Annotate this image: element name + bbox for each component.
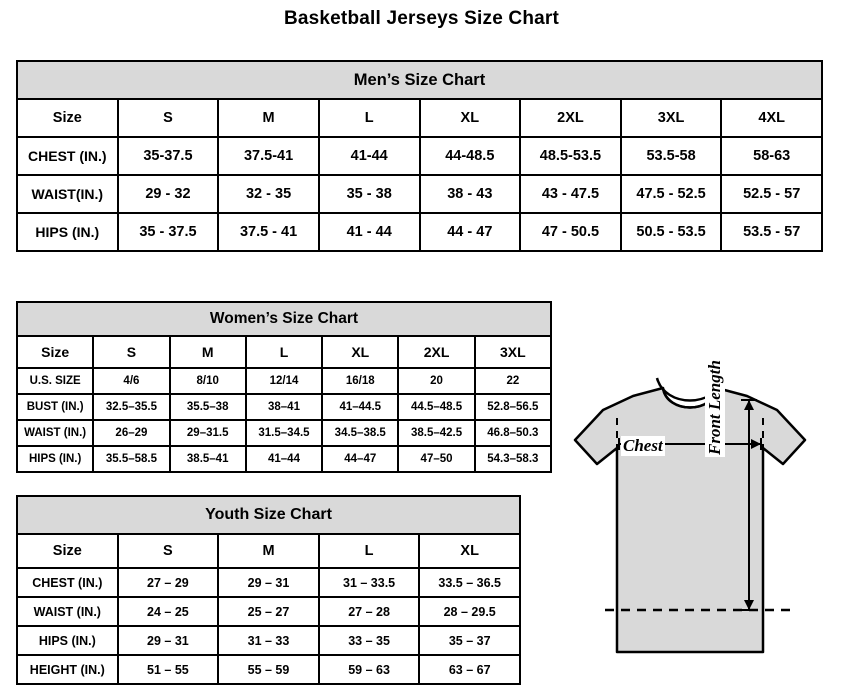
womens-size-chart: [16, 301, 552, 473]
womens-row-label-bust: BUST (IN.): [17, 394, 93, 420]
womens-waist-l: 31.5–34.5: [246, 420, 322, 446]
womens-header-xl: XL: [322, 336, 398, 368]
mens-chest-3xl: 53.5-58: [621, 137, 722, 175]
mens-chart-title-row: [17, 61, 822, 99]
youth-header-m: M: [218, 534, 319, 568]
mens-waist-2xl: 43 - 47.5: [520, 175, 621, 213]
mens-hips-2xl: 47 - 50.5: [520, 213, 621, 251]
womens-bust-3xl: 52.8–56.5: [475, 394, 551, 420]
mens-chart-title: Men’s Size Chart: [17, 61, 822, 99]
womens-ussize-3xl: 22: [475, 368, 551, 394]
mens-hips-4xl: 53.5 - 57: [721, 213, 822, 251]
womens-ussize-2xl: 20: [398, 368, 474, 394]
youth-height-s: 51 – 55: [118, 655, 219, 684]
youth-row-label-waist: WAIST (IN.): [17, 597, 118, 626]
mens-waist-3xl: 47.5 - 52.5: [621, 175, 722, 213]
front-length-measure-label: Front Length: [705, 360, 724, 455]
mens-header-4xl: 4XL: [721, 99, 822, 137]
mens-waist-m: 32 - 35: [218, 175, 319, 213]
youth-row-label-height: HEIGHT (IN.): [17, 655, 118, 684]
mens-waist-4xl: 52.5 - 57: [721, 175, 822, 213]
mens-waist-l: 35 - 38: [319, 175, 420, 213]
youth-chest-m: 29 – 31: [218, 568, 319, 597]
youth-size-chart: [16, 495, 521, 685]
youth-chart-title-row: [17, 496, 520, 534]
youth-waist-s: 24 – 25: [118, 597, 219, 626]
womens-bust-l: 38–41: [246, 394, 322, 420]
table-row: [17, 420, 551, 446]
womens-hips-s: 35.5–58.5: [93, 446, 169, 472]
jersey-measurement-diagram: [545, 352, 835, 672]
youth-chest-l: 31 – 33.5: [319, 568, 420, 597]
mens-header-3xl: 3XL: [621, 99, 722, 137]
mens-row-label-chest: CHEST (IN.): [17, 137, 118, 175]
table-row: [17, 394, 551, 420]
womens-row-label-waist: WAIST (IN.): [17, 420, 93, 446]
youth-hips-m: 31 – 33: [218, 626, 319, 655]
mens-waist-s: 29 - 32: [118, 175, 219, 213]
mens-hips-l: 41 - 44: [319, 213, 420, 251]
mens-row-label-hips: HIPS (IN.): [17, 213, 118, 251]
youth-row-label-hips: HIPS (IN.): [17, 626, 118, 655]
table-row: [17, 597, 520, 626]
womens-ussize-m: 8/10: [170, 368, 246, 394]
mens-chest-4xl: 58-63: [721, 137, 822, 175]
youth-chest-xl: 33.5 – 36.5: [419, 568, 520, 597]
mens-header-size: Size: [17, 99, 118, 137]
youth-chest-s: 27 – 29: [118, 568, 219, 597]
youth-waist-xl: 28 – 29.5: [419, 597, 520, 626]
womens-waist-3xl: 46.8–50.3: [475, 420, 551, 446]
womens-row-label-us-size: U.S. SIZE: [17, 368, 93, 394]
womens-hips-l: 41–44: [246, 446, 322, 472]
youth-header-size: Size: [17, 534, 118, 568]
mens-size-chart: [16, 60, 823, 252]
mens-header-row: [17, 99, 822, 137]
womens-bust-m: 35.5–38: [170, 394, 246, 420]
mens-chest-s: 35-37.5: [118, 137, 219, 175]
table-row: [17, 137, 822, 175]
mens-hips-3xl: 50.5 - 53.5: [621, 213, 722, 251]
mens-header-xl: XL: [420, 99, 521, 137]
mens-chest-m: 37.5-41: [218, 137, 319, 175]
womens-row-label-hips: HIPS (IN.): [17, 446, 93, 472]
womens-ussize-xl: 16/18: [322, 368, 398, 394]
mens-header-2xl: 2XL: [520, 99, 621, 137]
mens-header-s: S: [118, 99, 219, 137]
womens-bust-s: 32.5–35.5: [93, 394, 169, 420]
womens-header-row: [17, 336, 551, 368]
womens-waist-m: 29–31.5: [170, 420, 246, 446]
womens-hips-3xl: 54.3–58.3: [475, 446, 551, 472]
page-title: Basketball Jerseys Size Chart: [283, 8, 560, 29]
mens-hips-xl: 44 - 47: [420, 213, 521, 251]
youth-header-row: [17, 534, 520, 568]
table-row: [17, 568, 520, 597]
youth-hips-s: 29 – 31: [118, 626, 219, 655]
table-row: [17, 368, 551, 394]
womens-hips-m: 38.5–41: [170, 446, 246, 472]
youth-height-xl: 63 – 67: [419, 655, 520, 684]
jersey-outline-icon: [545, 352, 835, 672]
mens-hips-m: 37.5 - 41: [218, 213, 319, 251]
youth-header-l: L: [319, 534, 420, 568]
womens-header-s: S: [93, 336, 169, 368]
youth-hips-xl: 35 – 37: [419, 626, 520, 655]
womens-chart-title: Women’s Size Chart: [17, 302, 551, 336]
womens-ussize-l: 12/14: [246, 368, 322, 394]
womens-header-m: M: [170, 336, 246, 368]
womens-waist-s: 26–29: [93, 420, 169, 446]
youth-hips-l: 33 – 35: [319, 626, 420, 655]
youth-chart-title: Youth Size Chart: [17, 496, 520, 534]
mens-header-l: L: [319, 99, 420, 137]
table-row: [17, 175, 822, 213]
womens-ussize-s: 4/6: [93, 368, 169, 394]
mens-chest-xl: 44-48.5: [420, 137, 521, 175]
mens-row-label-waist: WAIST(IN.): [17, 175, 118, 213]
mens-hips-s: 35 - 37.5: [118, 213, 219, 251]
womens-bust-2xl: 44.5–48.5: [398, 394, 474, 420]
youth-height-l: 59 – 63: [319, 655, 420, 684]
womens-waist-2xl: 38.5–42.5: [398, 420, 474, 446]
womens-chart-title-row: [17, 302, 551, 336]
womens-header-2xl: 2XL: [398, 336, 474, 368]
youth-header-s: S: [118, 534, 219, 568]
table-row: [17, 626, 520, 655]
womens-waist-xl: 34.5–38.5: [322, 420, 398, 446]
womens-header-size: Size: [17, 336, 93, 368]
mens-chest-2xl: 48.5-53.5: [520, 137, 621, 175]
womens-header-3xl: 3XL: [475, 336, 551, 368]
table-row: [17, 446, 551, 472]
youth-waist-m: 25 – 27: [218, 597, 319, 626]
youth-row-label-chest: CHEST (IN.): [17, 568, 118, 597]
table-row: [17, 655, 520, 684]
womens-bust-xl: 41–44.5: [322, 394, 398, 420]
womens-hips-xl: 44–47: [322, 446, 398, 472]
youth-waist-l: 27 – 28: [319, 597, 420, 626]
youth-header-xl: XL: [419, 534, 520, 568]
womens-header-l: L: [246, 336, 322, 368]
table-row: [17, 213, 822, 251]
youth-height-m: 55 – 59: [218, 655, 319, 684]
mens-waist-xl: 38 - 43: [420, 175, 521, 213]
mens-header-m: M: [218, 99, 319, 137]
chest-measure-label: Chest: [623, 436, 663, 455]
womens-hips-2xl: 47–50: [398, 446, 474, 472]
mens-chest-l: 41-44: [319, 137, 420, 175]
